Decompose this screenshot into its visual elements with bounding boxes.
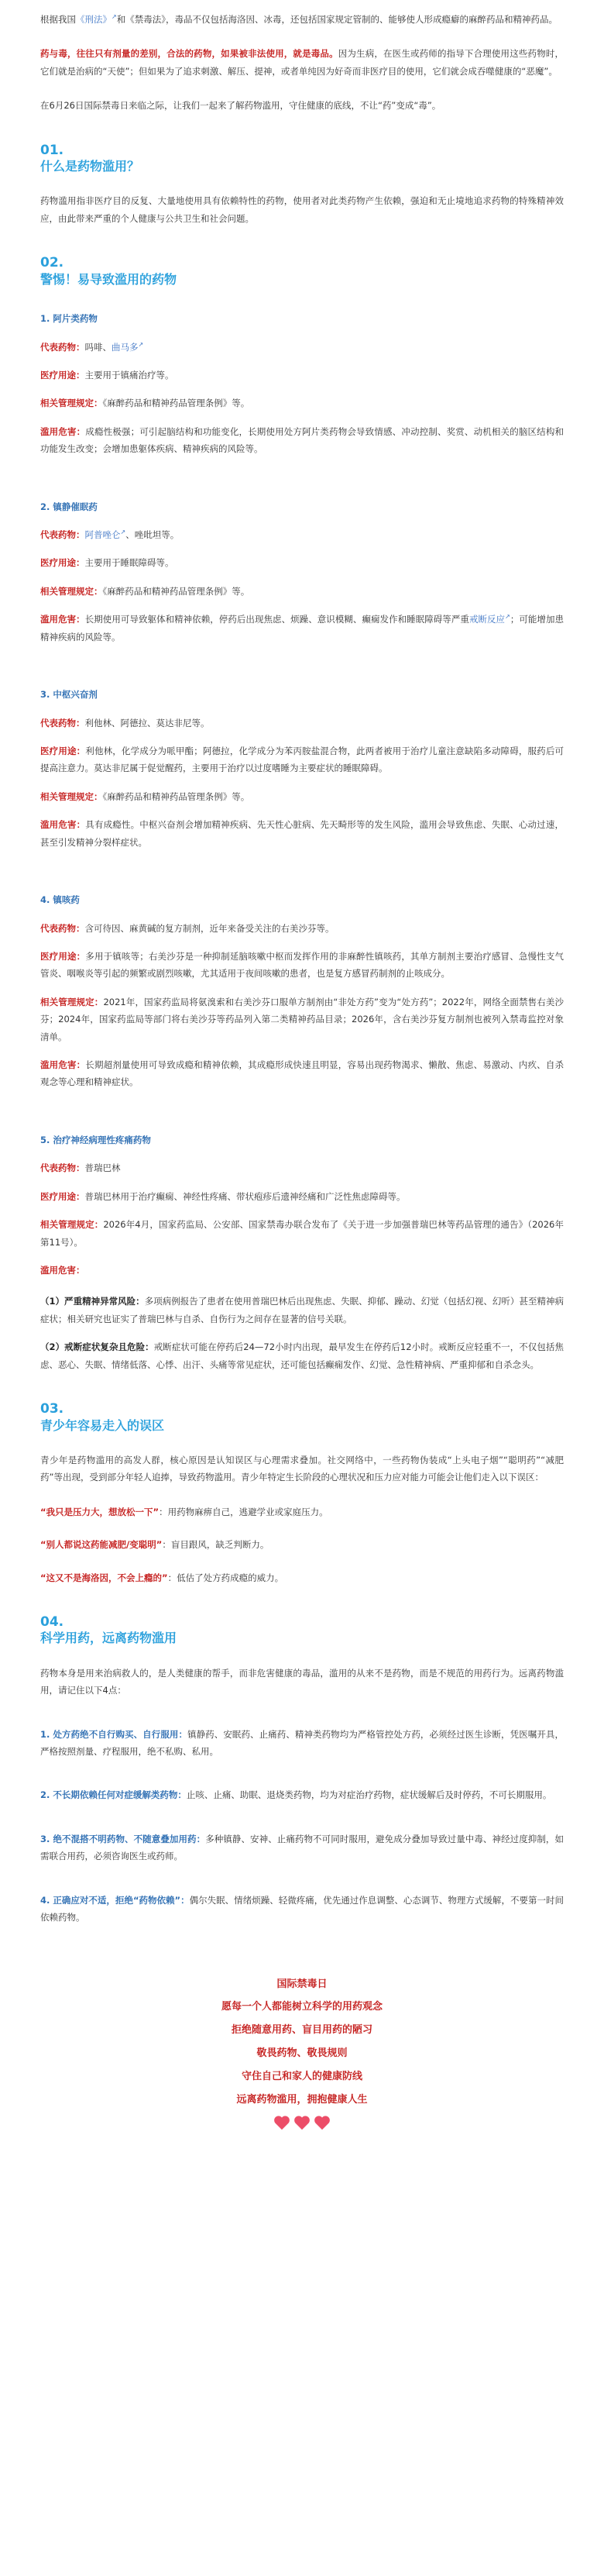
section-4-number: 04.: [40, 1614, 64, 1631]
drug-1-reg: 相关管理规定：《麻醉药品和精神药品管理条例》等。: [40, 398, 250, 409]
slogan-line-2: 愿每一个人都能树立科学的用药观念: [221, 2001, 383, 2013]
misconception-2: “别人都说这药能减肥/变聪明”：盲目跟风，缺乏判断力。: [40, 1539, 269, 1551]
drug-2-reg: 相关管理规定：《麻醉药品和精神药品管理条例》等。: [40, 585, 250, 597]
drug-3-harm: 滥用危害：具有成瘾性。中枢兴奋剂会增加精神疾病、先天性心脏病、先天畸形等的发生风险，滥用会导致焦虑、失眠、心动过速，甚至引发精神分裂样症状。: [40, 819, 565, 848]
misconception-1: “我只是压力大，想放松一下”：用药物麻痹自己，逃避学业或家庭压力。: [40, 1506, 328, 1517]
drug-1-med: 医疗用途：主要用于镇痛治疗等。: [40, 369, 174, 381]
tip-3: 3. 绝不混搭不明药物、不随意叠加用药：多种镇静、安神、止痛药物不可同时服用，避免成分叠加导致过量中毒、神经过度抑制，如需联合用药，必须咨询医生或药师。: [40, 1833, 565, 1862]
heart-icon: [314, 2115, 331, 2130]
slogan-line-5: 守住自己和家人的健康防线: [241, 2071, 362, 2083]
drug-5-risk-1: （1）严重精神异常风险：多项病例报告了患者在使用普瑞巴林后出现焦虑、失眠、抑郁、躁动、幻觉（包括幻视、幻听）甚至精神病症状；相关研究也证实了普瑞巴林与自杀、自伤行为之间存在显著的信号关联。: [40, 1296, 564, 1324]
drug-3-heading: 3. 中枢兴奋剂: [40, 689, 98, 701]
intro-text: 根据我国: [40, 14, 76, 25]
drug-2-rep: 代表药物：阿普唑仑↗、唑吡坦等。: [40, 529, 180, 541]
slogan-line-4: 敬畏药物、敬畏规则: [256, 2047, 348, 2060]
section-3-number: 03.: [40, 1401, 64, 1417]
drug-5-rep: 代表药物：普瑞巴林: [40, 1162, 121, 1174]
criminal-law-link[interactable]: 《刑法》↗: [76, 13, 117, 25]
drug-2-harm: 滥用危害：长期使用可导致躯体和精神依赖，停药后出现焦虑、烦躁、意识模糊、癫痫发作和睡眠障碍等严重戒断反应↗；可能增加患精神疾病的风险等。: [40, 613, 565, 642]
tip-4: 4. 正确应对不适，拒绝“药物依赖”：偶尔失眠、情绪烦躁、轻微疼痛，优先通过作息调整、心态调节、物理方式缓解，不要第一时间依赖药物。: [40, 1894, 564, 1923]
section-4-title: 科学用药，远离药物滥用: [40, 1631, 177, 1646]
withdrawal-link[interactable]: 戒断反应↗: [468, 613, 510, 625]
hearts-row: [40, 2115, 564, 2130]
drug-5-med: 医疗用途：普瑞巴林用于治疗癫痫、神经性疼痛、带状疱疹后遗神经痛和广泛性焦虑障碍等。: [40, 1190, 406, 1202]
drug-1-rep: 代表药物：吗啡、曲马多↗: [40, 340, 144, 353]
intro-text: 因为生病，在医生或药师的指导下合理使用这些药物时，它们就是治病的“天使”；但如果为了追求刺激、解压、提神，或者单纯因为好奇而非医疗目的使用，它们就会成吞噬健康的“恶魔”。: [40, 48, 565, 77]
external-link-icon: ↗: [112, 13, 117, 21]
drug-1-harm: 滥用危害：成瘾性极强；可引起脑结构和功能变化，长期使用处方阿片类药物会导致情感、冲动控制、奖赏、动机相关的脑区结构和功能发生改变；会增加患躯体疾病、精神疾病的风险等。: [40, 425, 565, 455]
section-1-title: 什么是药物滥用？: [40, 159, 140, 174]
section-2-title: 警惕！易导致滥用的药物: [40, 271, 177, 287]
section-4-body: 药物本身是用来治病救人的，是人类健康的帮手，而非危害健康的毒品，滥用的从来不是药物，而是不规范的用药行为。远离药物滥用，请记住以下4点：: [40, 1667, 564, 1696]
section-1-number: 01.: [40, 142, 64, 158]
drug-2-med: 医疗用途：主要用于睡眠障碍等。: [40, 557, 174, 569]
drug-5-reg: 相关管理规定：2026年4月，国家药监局、公安部、国家禁毒办联合发布了《关于进一步加强普瑞巴林等药品管理的通告》（2026年第11号）。: [40, 1219, 564, 1248]
drug-5-heading: 5. 治疗神经病理性疼痛药物: [40, 1134, 151, 1145]
intro-paragraph-2: [40, 45, 564, 80]
heart-icon: [273, 2115, 290, 2130]
drug-5-risk-2: （2）戒断症状复杂且危险：戒断症状可能在停药后24—72小时内出现，最早发生在停药后12小时。戒断反应轻重不一，不仅包括焦虑、恶心、失眠、情绪低落、心悸、出汗、头痛等常见症状，还可能包括癫痫发作、幻觉、急性精神病、严重抑郁和自杀念头。: [40, 1341, 564, 1370]
tip-2: 2. 不长期依赖任何对症缓解类药物：止咳、止痛、助眠、退烧类药物，均为对症治疗药物，症状缓解后及时停药，不可长期服用。: [40, 1789, 552, 1801]
section-2-number: 02.: [40, 255, 64, 271]
intro-paragraph-1: [40, 11, 564, 28]
drug-4-harm: 滥用危害：长期超剂量使用可导致成瘾和精神依赖，其成瘾形成快速且明显，容易出现药物渴求、懒散、焦虑、易激动、内疚、自杀观念等心理和精神症状。: [40, 1059, 565, 1088]
slogan-line-1: 国际禁毒日: [276, 1978, 328, 1990]
highlight-text: 药与毒，往往只有剂量的差别，合法的药物，如果被非法使用，就是毒品。: [40, 48, 338, 60]
heart-icon: [293, 2115, 311, 2130]
section-3-body: 青少年是药物滥用的高发人群，核心原因是认知误区与心理需求叠加。社交网络中，一些药物伪装成“上头电子烟”“聪明药”“减肥药”等出现，受到部分年轻人追捧，导致药物滥用。青少年特定生长阶段的心理状况和压力应对能力可能会让他们走入以下误区：: [40, 1454, 564, 1483]
external-link-icon: ↗: [138, 340, 144, 348]
drug-4-med: 医疗用途：多用于镇咳等；右美沙芬是一种抑制延脑咳嗽中枢而发挥作用的非麻醉性镇咳药，其单方制剂主要治疗感冒、急慢性支气管炎、咽喉炎等引起的频繁或剧烈咳嗽，尤其适用于夜间咳嗽的患者，也是复方感冒药制剂的止咳成分。: [40, 950, 565, 980]
intro-text-cont: 和《禁毒法》，毒品不仅包括海洛因、冰毒，还包括国家规定管制的、能够使人形成瘾癖的麻醉药品和精神药品。: [116, 14, 558, 25]
tramadol-link[interactable]: 曲马多↗: [112, 340, 144, 353]
tip-1: 1. 处方药绝不自行购买、自行服用：镇静药、安眠药、止痛药、精神类药物均为严格管控处方药，必须经过医生诊断，凭医嘱开具，严格按照剂量、疗程服用，绝不私购、私用。: [40, 1728, 564, 1758]
drug-5-harm: 滥用危害：: [40, 1265, 85, 1276]
alprazolam-link[interactable]: 阿普唑仑↗: [84, 529, 126, 541]
drug-3-rep: 代表药物：利他林、阿德拉、莫达非尼等。: [40, 717, 210, 728]
drug-4-heading: 4. 镇咳药: [40, 894, 80, 906]
intro-paragraph-3: 在6月26日国际禁毒日来临之际，让我们一起来了解药物滥用，守住健康的底线，不让“药”变成“毒”。: [40, 100, 441, 112]
external-link-icon: ↗: [120, 529, 126, 536]
drug-4-rep: 代表药物：含可待因、麻黄碱的复方制剂，近年来备受关注的右美沙芬等。: [40, 922, 335, 934]
drug-1-heading: 1. 阿片类药物: [40, 313, 98, 325]
section-3-title: 青少年容易走入的误区: [40, 1417, 165, 1433]
misconception-3: “这又不是海洛因，不会上瘾的”：低估了处方药成瘾的威力。: [40, 1572, 284, 1583]
section-1-body: 药物滥用指非医疗目的反复、大量地使用具有依赖特性的药物，使用者对此类药物产生依赖，强迫和无止境地追求药物的特殊精神效应，由此带来严重的个人健康与公共卫生和社会问题。: [40, 195, 564, 224]
external-link-icon: ↗: [505, 613, 510, 621]
slogan-line-6: 远离药物滥用，拥抱健康人生: [236, 2094, 368, 2106]
drug-3-reg: 相关管理规定：《麻醉药品和精神药品管理条例》等。: [40, 790, 250, 802]
slogan-line-3: 拒绝随意用药、盲目用药的陋习: [231, 2024, 372, 2037]
closing-slogan: [40, 1973, 564, 2130]
drug-2-heading: 2. 镇静催眠药: [40, 501, 98, 512]
drug-4-reg: 相关管理规定：2021年，国家药监局将氨溴索和右美沙芬口服单方制剂由“非处方药”变为“处方药”；2022年，网络全面禁售右美沙芬；2024年，国家药监局等部门将右美沙芬等药品列入第二类精神药品目录；2026年，含右美沙芬复方制剂也被列入禁毒监控对象清单。: [40, 996, 565, 1042]
drug-3-med: 医疗用途：利他林，化学成分为哌甲酯；阿德拉，化学成分为苯丙胺盐混合物，此两者被用于治疗儿童注意缺陷多动障碍，服药后可提高注意力。莫达非尼属于促觉醒药，主要用于治疗以过度嗜睡为主要症状的睡眠障碍。: [40, 746, 565, 774]
